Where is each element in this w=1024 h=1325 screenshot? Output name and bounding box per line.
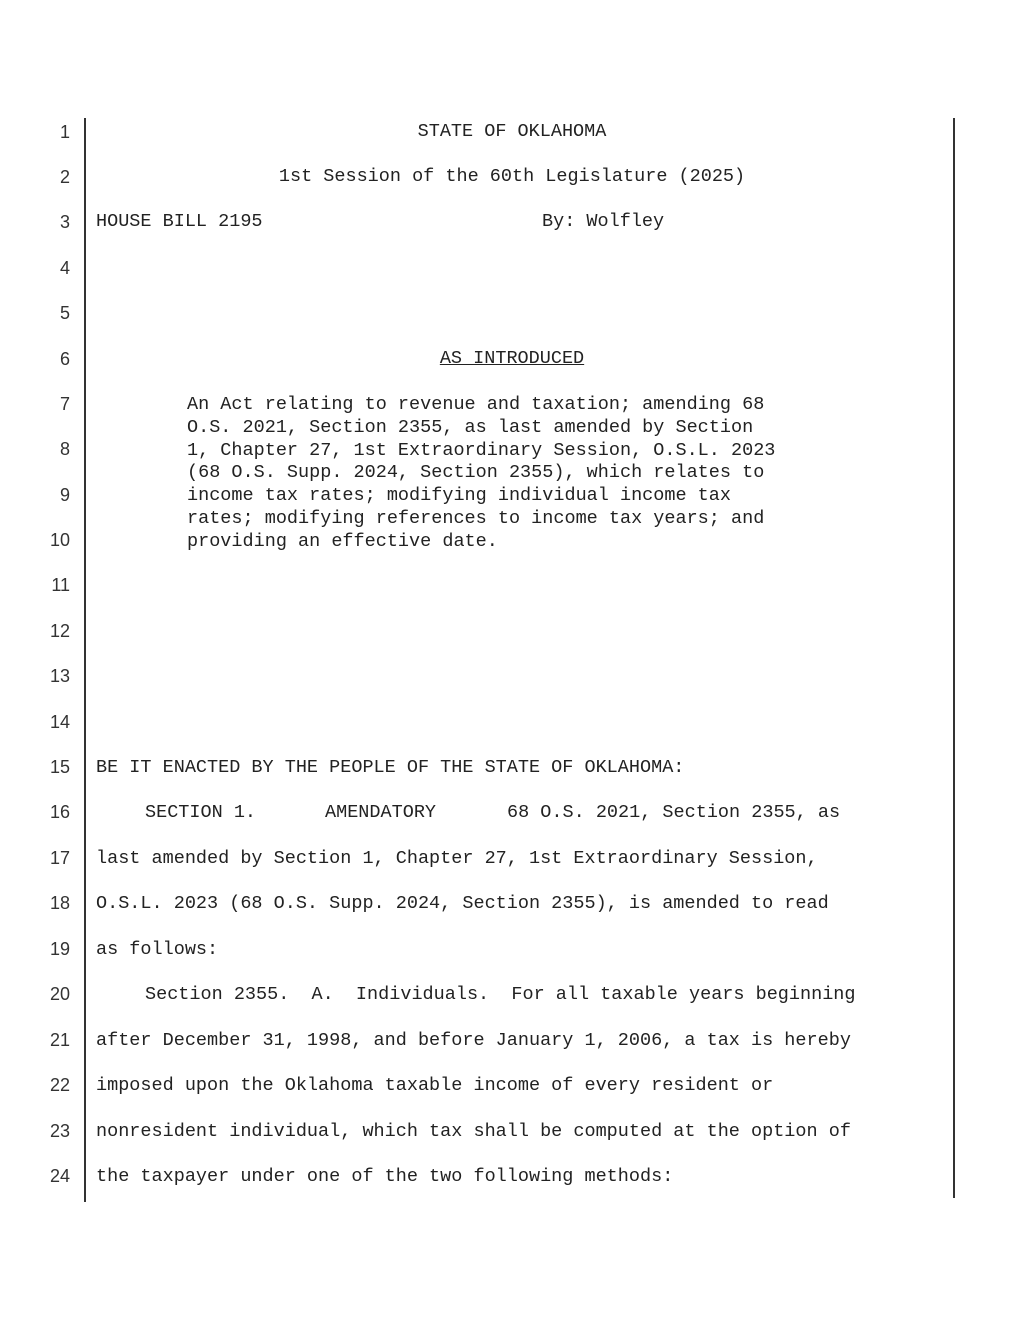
bill-synopsis — [187, 394, 847, 554]
body-line: after December 31, 1998, and before January 1, 2006, a tax is hereby — [96, 1030, 851, 1051]
left-margin-rule — [84, 118, 86, 1202]
line-number: 1 — [59, 122, 70, 142]
line-number: 20 — [49, 984, 70, 1004]
bill-author: By: Wolfley — [542, 211, 665, 232]
line-number: 22 — [49, 1075, 70, 1095]
body-line: last amended by Section 1, Chapter 27, 1st Extraordinary Session, — [96, 848, 818, 869]
synopsis-line: rates; modifying references to income tax years; and — [187, 507, 765, 529]
line-number: 2 — [59, 167, 70, 187]
line-number: 9 — [59, 485, 70, 505]
line-number: 8 — [59, 439, 70, 459]
line-number: 19 — [49, 939, 70, 959]
body-line: the taxpayer under one of the two following methods: — [96, 1166, 674, 1187]
line-number: 3 — [59, 212, 70, 232]
right-margin-rule — [953, 118, 955, 1198]
bill-number: HOUSE BILL 2195 — [96, 211, 263, 232]
line-number: 7 — [59, 394, 70, 414]
line-number: 12 — [49, 621, 70, 641]
amendatory-label: AMENDATORY — [325, 802, 437, 823]
enacting-clause: BE IT ENACTED BY THE PEOPLE OF THE STATE OF OKLAHOMA: — [96, 757, 685, 778]
status-heading: AS INTRODUCED — [439, 348, 585, 369]
line-number: 10 — [49, 530, 70, 550]
synopsis-line: An Act relating to revenue and taxation; amending 68 — [187, 394, 765, 415]
line-number: 14 — [49, 712, 70, 732]
synopsis-line: (68 O.S. Supp. 2024, Section 2355), which relates to — [187, 462, 765, 484]
line-number: 15 — [49, 757, 70, 777]
line-number: 11 — [51, 575, 70, 595]
section-label: SECTION 1. — [145, 802, 257, 823]
body-line: Section 2355. A. Individuals. For all taxable years beginning — [145, 984, 856, 1005]
line-number: 23 — [49, 1121, 70, 1141]
line-number: 18 — [49, 893, 70, 913]
line-number: 21 — [49, 1030, 70, 1050]
body-line: imposed upon the Oklahoma taxable income of every resident or — [96, 1075, 774, 1096]
line-number: 16 — [49, 802, 70, 822]
synopsis-line: 1, Chapter 27, 1st Extraordinary Session, O.S.L. 2023 — [187, 439, 776, 461]
body-line: nonresident individual, which tax shall be computed at the option of — [96, 1121, 851, 1142]
synopsis-line: providing an effective date. — [187, 530, 498, 552]
body-line: as follows: — [96, 939, 219, 960]
synopsis-line: O.S. 2021, Section 2355, as last amended by Section — [187, 416, 754, 438]
synopsis-line: income tax rates; modifying individual income tax — [187, 485, 731, 507]
state-heading: STATE OF OKLAHOMA — [417, 121, 607, 142]
line-number: 17 — [49, 848, 70, 868]
section-citation: 68 O.S. 2021, Section 2355, as — [507, 802, 841, 823]
line-number: 5 — [59, 303, 70, 323]
body-line: O.S.L. 2023 (68 O.S. Supp. 2024, Section 2355), is amended to read — [96, 893, 829, 914]
line-number: 24 — [49, 1166, 70, 1186]
session-heading: 1st Session of the 60th Legislature (2025) — [278, 166, 746, 187]
line-number: 4 — [59, 258, 70, 278]
line-number: 6 — [59, 349, 70, 369]
line-number: 13 — [49, 666, 70, 686]
